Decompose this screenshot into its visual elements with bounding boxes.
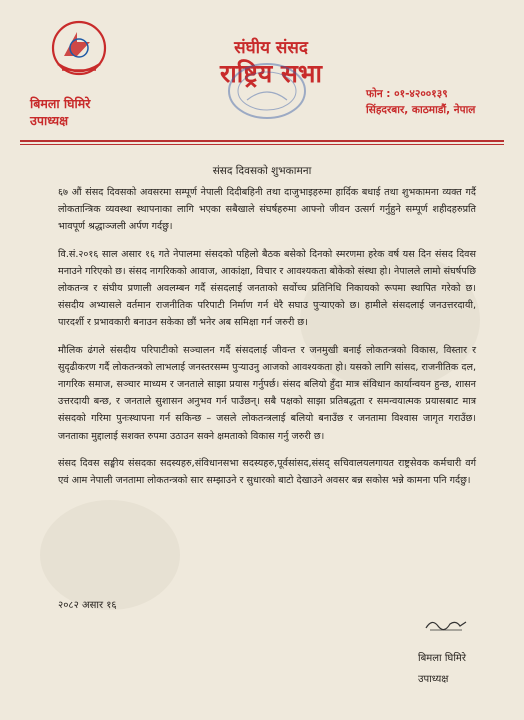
letterhead-phone: फोन : ०१-४२००१३९ <box>366 88 448 100</box>
letterhead-contact <box>366 86 494 118</box>
letter-paragraph: संसद दिवस सङ्घीय संसदका सदस्यहरु,संविधानसभा सदस्यहरु,पूर्वसांसद,संसद् सचिवालयलगायत राष्ट्रसेवक कर्मचारी वर्ग एवं आम नेपाली जनतामा लोकतन्त्रको सार सम्झाउने र सुधारको बाटो देखाउने अवसर बन्न सकोस भन्ने कामना पनि गर्दछु। <box>58 457 476 487</box>
letterhead-title-line1: संघीय संसद <box>234 38 308 58</box>
letter-subject: संसद दिवसको शुभकामना <box>212 165 312 177</box>
letterhead-address: सिंहदरबार, काठमाडौं, नेपाल <box>366 104 476 116</box>
paper-stain <box>40 500 180 610</box>
signatory-block <box>418 648 466 690</box>
signatory-title: उपाध्यक्ष <box>418 674 449 685</box>
letter-date: २०८२ असार १६ <box>58 600 117 611</box>
letter-paragraph: ६७ औं संसद दिवसको अवसरमा सम्पूर्ण नेपाली दिदीबहिनी तथा दाजुभाइहरुमा हार्दिक बधाई तथा शुभकामना व्यक्त गर्दै लोकतान्त्रिक व्यवस्था स्थापनाका लागि भएका सबैखाले संघर्षहरुमा आफ्नो जीवन उत्सर्ग गर्नुहुने सम्पूर्ण शहीदहरुप्रति भावपूर्ण श्रद्धाञ्जली अर्पण गर्दछु। <box>58 187 476 233</box>
letterhead-official <box>30 95 90 129</box>
letterhead-official-name: बिमला घिमिरे <box>30 96 91 111</box>
letter-paragraph: वि.सं.२०१६ साल असार १६ गते नेपालमा संसदको पहिलो बैठक बसेको दिनको स्मरणमा हरेक वर्ष यस दिन संसद दिवस मनाउने गरिएको छ। संसद नागरिकको आवाज, आकांक्षा, विचार र आवश्यकता बोकेको संस्था हो। नेपालले लामो संघर्षपछि लोकतन्त्र र संघीय प्रणाली अवलम्बन गर्दै संसदलाई जनताको सर्वोच्च प्रतिनिधि निकायको रूपमा स्थापित गरेको छ। संसदीय अभ्यासले वर्तमान राजनीतिक परिपाटी निर्माण गर्न धेरै सघाउ पुऱ्याएको छ। हामीले संसदलाई जनउत्तरदायी, पारदर्शी र प्रभावकारी बनाउन सकेका छौं भनेर अब समिक्षा गर्न जरुरी छ। <box>58 248 476 329</box>
signatory-name: बिमला घिमिरे <box>418 653 466 664</box>
office-seal-stamp <box>225 60 309 122</box>
letter-paragraph: मौलिक ढंगले संसदीय परिपाटीको सञ्चालन गर्दै संसदलाई जीवन्त र जनमुखी बनाई लोकतन्त्रको विकास, विस्तार र सुदृढीकरण गर्दै लोकतन्त्रको लाभलाई जनस्तरसम्म पुऱ्याउनु आजको आवश्यकता हो। यसको लागि सांसद, राजनीतिक दल, नागरिक समाज, सञ्चार माध्यम र जनताले साझा प्रयास गर्नुपर्छ। संसद बलियो हुँदा मात्र संविधान कार्यान्वयन हुन्छ, शासन उत्तरदायी बन्छ, र जनताले सुशासन अनुभव गर्न पाउँछन्। सबै पक्षको साझा प्रतिबद्धता र समन्वयात्मक प्रयासबाट मात्र संसदको गरिमा पुनःस्थापना गर्न सकिन्छ – जसले लोकतन्त्रलाई बलियो बनाउँछ र जनतामा विश्वास जागृत गराउँछ। जनताका मुद्दालाई सशक्त रुपमा उठाउन सक्ने क्षमताको विकास गर्नु जरुरी छ। <box>58 344 476 442</box>
letter-body <box>58 184 476 499</box>
header-divider <box>20 140 504 142</box>
nepal-emblem-icon <box>44 18 114 84</box>
handwritten-signature <box>424 614 468 634</box>
letterhead-official-title: उपाध्यक्ष <box>30 113 69 128</box>
letterhead-title-line2: राष्ट्रिय सभा <box>220 59 322 88</box>
header-divider-thin <box>20 144 504 145</box>
